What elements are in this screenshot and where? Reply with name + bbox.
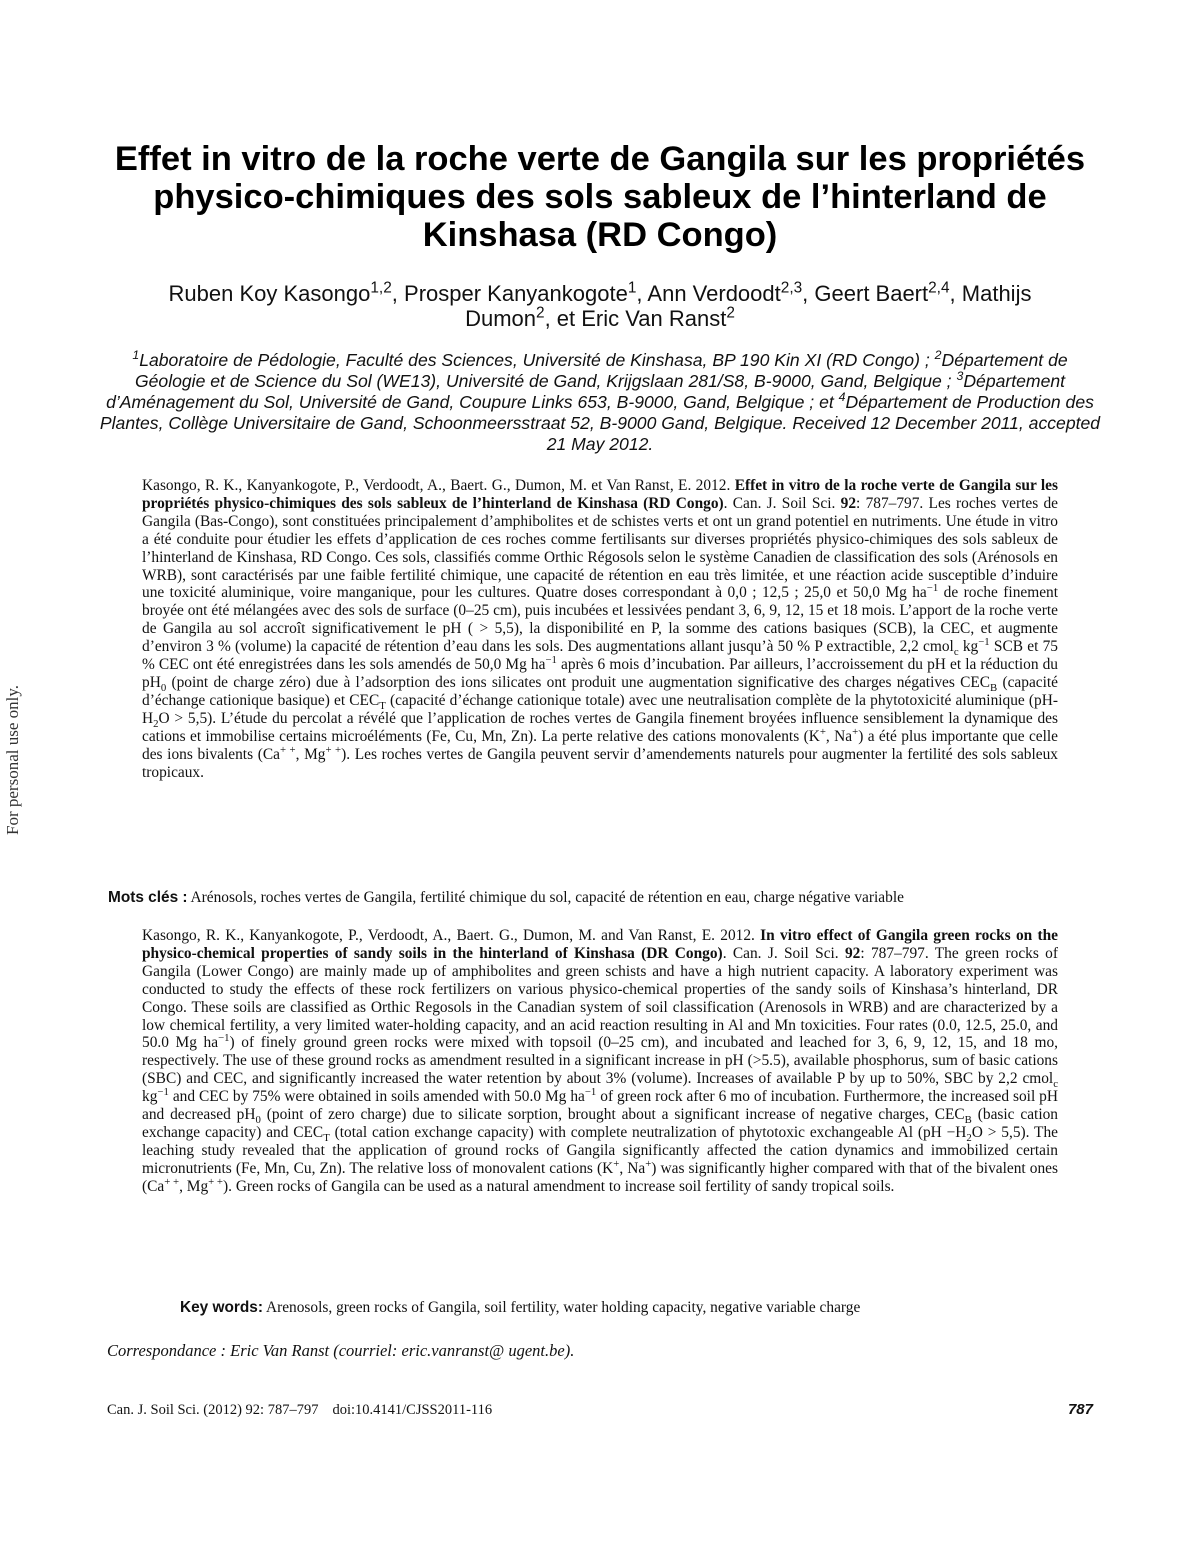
author: Geert Baert$^{2,4}$,	[814, 279, 962, 306]
citation-volume: 92	[844, 944, 861, 962]
affiliations	[95, 350, 1105, 455]
citation-title: In vitro effect of Gangila green rocks on the physico-chemical properties of sandy soils in the hinterland of Kinshasa (DR Congo)	[142, 927, 1058, 962]
author-list	[140, 281, 1060, 331]
keywords-english	[180, 1299, 860, 1317]
author: Ruben Koy Kasongo$^{1,2}$,	[168, 279, 405, 306]
article-title: Effet in vitro de la roche verte de Gangila sur les propriétés physico-chimiques des sols sableux de l’hinterland de Kinshasa (RD Congo)	[114, 140, 1086, 254]
correspondence-note: Correspondance : Eric Van Ranst (courriel: eric.vanranst@ ugent.be).	[107, 1341, 575, 1360]
citation-volume: 92	[840, 494, 857, 512]
footer-citation: Can. J. Soil Sci. (2012) 92: 787–797	[107, 1402, 319, 1418]
page-footer	[107, 1401, 1093, 1419]
author: Eric Van Ranst$^2$	[581, 304, 735, 331]
keywords-text: Arénosols, roches vertes de Gangila, fertilité chimique du sol, capacité de rétention en eau, charge négative variable	[187, 889, 904, 906]
footer-doi: doi:10.4141/CJSS2011-116	[332, 1402, 493, 1418]
page-number: 787	[1067, 1401, 1093, 1418]
affiliation: $^1$Laboratoire de Pédologie, Faculté des Sciences, Université de Kinshasa, BP 190 Kin XI (RD Congo) ;	[132, 348, 935, 370]
abstract-french: Kasongo, R. K., Kanyankogote, P., Verdoodt, A., Baert. G., Dumon, M. et Van Ranst, E. 2012. Effet in vitro de la roche verte de Gangila sur les propriétés physico-chimiques des sols sableux de l’hinterland de Kinshasa (RD Congo). Can. J. Soil Sci. 92: 787–797. Les roches vertes de Gangila (Bas-Congo), sont constituées principalement d’amphibolites et de schistes verts et ont un grand potentiel en nutriments. Une étude in vitro a été conduite pour étudier les effets d’application de ces roches comme fertilisants sur diverses propriétés physico-chimiques des sols sableux de l’hinterland de Kinshasa, RD Congo. Ces sols, classifiés comme Orthic Régosols selon le système Canadien de classification des sols (Arénosols en WRB), sont caractérisés par une faible fertilité chimique, une capacité de rétention en eau très limitée, et une réaction acide susceptible d’induire une toxicité aluminique, voire manganique, pour les cultures. Quatre doses correspondant à 0,0 ; 12,5 ; 25,0 et 50,0 Mg $ha^{-1}$ de roche finement broyée ont été mélangées avec des sols de surface (0–25 cm), puis incubées et lessivées pendant 3, 6, 9, 12, 15 et 18 mois. L’apport de la roche verte de Gangila au sol accroît significativement le pH ( > 5,5), la disponibilité en P, la somme des cations basiques (SCB), la CEC, et augmente d’environ 3 % (volume) la capacité de rétention d’eau dans les sols. Des augmentations allant jusqu’à 50 % P extractible, 2,2 cmol$_c$ $kg^{-1}$ SCB et 75 % CEC ont été enregistrées dans les sols amendés de 50,0 Mg $ha^{-1}$ après 6 mois d’incubation. Par ailleurs, l’accroissement du pH et la réduction du $pH_0$ (point de charge zéro) due à l’adsorption des ions silicates ont produit une augmentation significative des charges négatives $CEC_B$ (capacité d’échange cationique basique) et $CEC_T$ (capacité d’échange cationique totale) avec une neutralisation complète de la phytotoxicité aluminique $(pH-H_2O > 5,5)$. L’étude du percolat a révélé que l’application de roches vertes de Gangila finement broyées influence sensiblement la dynamique des cations et immobilise certains microéléments (Fe, Cu, Mn, Zn). La perte relative des cations monovalents (K+, Na+) a été plus importante que celle des ions bivalents (Ca+ +, Mg+ +). Les roches vertes de Gangila peuvent servir d’amendements naturels pour augmenter la fertilité des sols sableux tropicaux.	[142, 477, 1059, 781]
author: Ann Verdoodt$^{2,3}$,	[647, 279, 815, 306]
download-watermark	[0, 310, 24, 1210]
personal-use-notice: For personal use only.	[3, 685, 22, 835]
abstract-english: Kasongo, R. K., Kanyankogote, P., Verdoodt, A., Baert. G., Dumon, M. and Van Ranst, E. 2012. In vitro effect of Gangila green rocks on the physico-chemical properties of sandy soils in the hinterland of Kinshasa (DR Congo). Can. J. Soil Sci. 92: 787–797. The green rocks of Gangila (Lower Congo) are mainly made up of amphibolites and green schists and have a high nutrient capacity. A laboratory experiment was conducted to study the effects of these rock fertilizers on various physico-chemical properties of the sandy soils of Kinshasa’s hinterland, DR Congo. These soils are classified as Orthic Regosols in the Canadian system of soil classification (Arenosols in WRB) and are characterized by a low chemical fertility, a very limited water-holding capacity, and an acid reaction resulting in Al and Mn toxicities. Four rates (0.0, 12.5, 25.0, and 50.0 Mg $ha^{-1}$) of finely ground green rocks were mixed with topsoil (0–25 cm), and incubated and leached for 3, 6, 9, 12, 15, and 18 mo, respectively. The use of these ground rocks as amendment resulted in a significant increase in pH (>5.5), available phosphorus, sum of basic cations (SBC) and CEC, and significantly increased the water retention by about 3% (volume). Increases of available P by up to 50%, SBC by 2,2 cmol$_c$ $kg^{-1}$ and CEC by 75% were obtained in soils amended with 50.0 Mg $ha^{-1}$ of green rock after 6 mo of incubation. Furthermore, the increased soil pH and decreased $pH_0$ (point of zero charge) due to silicate sorption, brought about a significant increase of negative charges, $CEC_B$ (basic cation exchange capacity) and $CEC_T$ (total cation exchange capacity) with complete neutralization of phytotoxic exchangeable Al $(pH -H_2O > 5,5)$. The leaching study revealed that the application of ground rocks of Gangila significantly affected the cation dynamics and immobilized certain micronutrients (Fe, Mn, Cu, Zn). The relative loss of monovalent cations (K+, Na+) was significantly higher compared with that of the bivalent ones (Ca+ +, Mg+ +). Green rocks of Gangila can be used as a natural amendment to increase soil fertility of sandy tropical soils.	[142, 927, 1058, 1195]
affiliation: $^3$Département d’Aménagement du Sol, Université de Gand, Coupure Links 653, B-9000, Gand, Belgique ; et	[106, 369, 1066, 412]
citation-authors: Kasongo, R. K., Kanyankogote, P., Verdoodt, A., Baert. G., Dumon, M. and Van Ranst, E. 2012.	[142, 927, 761, 944]
affiliation: $^4$Département de Production des Plantes, Collège Universitaire de Gand, Schoonmeersstraat 52, B-9000 Gand, Belgique. Received 12 December 2011, accepted 21 May 2012.	[99, 390, 1101, 454]
citation-title: Effet in vitro de la roche verte de Gangila sur les propriétés physico-chimiques des sols sableux de l’hinterland de Kinshasa (RD Congo)	[142, 477, 1058, 512]
author: Prosper Kanyankogote$^1$,	[404, 279, 648, 306]
keywords-label: Mots clés :	[108, 889, 188, 906]
citation-authors: Kasongo, R. K., Kanyankogote, P., Verdoodt, A., Baert. G., Dumon, M. et Van Ranst, E. 2012.	[142, 477, 735, 494]
keywords-label: Key words:	[180, 1299, 263, 1316]
keywords-french	[108, 889, 904, 907]
author: Mathijs Dumon$^2$, et	[465, 281, 1032, 331]
keywords-text: Arenosols, green rocks of Gangila, soil fertility, water holding capacity, negative variable charge	[262, 1299, 861, 1316]
affiliation: $^2$Département de Géologie et de Science du Sol (WE13), Université de Gand, Krijgslaan 281/S8, B-9000, Gand, Belgique ;	[134, 348, 1068, 391]
